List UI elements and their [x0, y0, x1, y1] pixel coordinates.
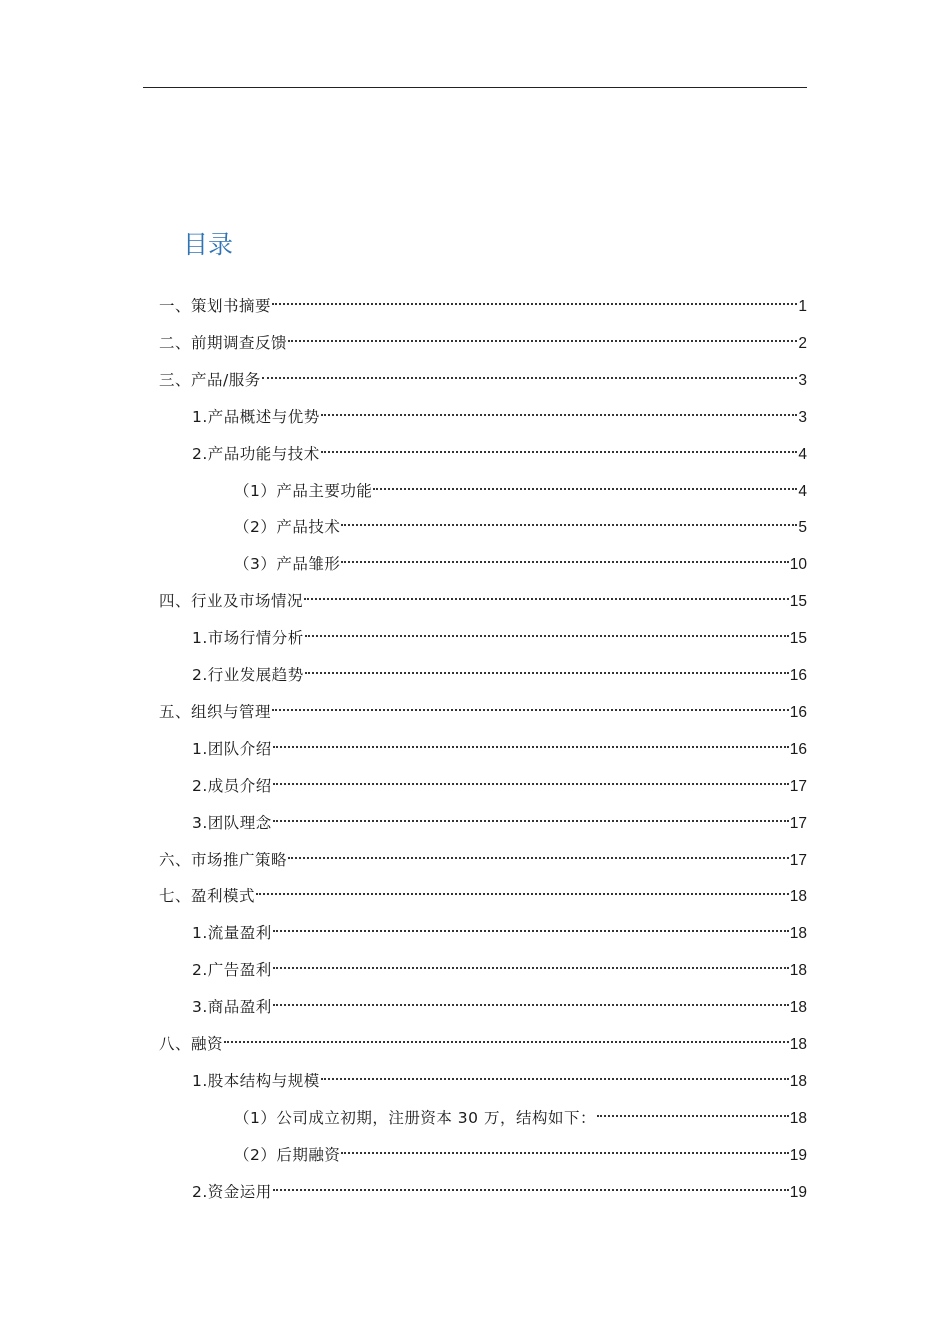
toc-dot-leader: [305, 656, 789, 680]
toc-entry-label: 2.行业发展趋势: [192, 666, 304, 684]
toc-entry[interactable]: [159, 361, 807, 389]
header-rule: [143, 87, 807, 88]
toc-entry[interactable]: [234, 1099, 807, 1127]
toc-entry[interactable]: [192, 988, 807, 1017]
toc-dot-leader: [321, 435, 798, 459]
toc-entry-label: 2.资金运用: [192, 1182, 272, 1201]
toc-entry[interactable]: [192, 730, 807, 758]
toc-entry[interactable]: [234, 1136, 807, 1164]
toc-entry[interactable]: [192, 951, 807, 980]
toc-dot-leader: [224, 1025, 789, 1049]
toc-entry-label: 六、市场推广策略: [159, 850, 288, 869]
toc-entry-label: 八、融资: [159, 1035, 224, 1053]
toc-entry-label: 2.产品功能与技术: [192, 444, 320, 463]
toc-entry-page-number: 18: [789, 925, 807, 943]
toc-entry[interactable]: [159, 693, 807, 721]
toc-dot-leader: [341, 508, 797, 532]
toc-entry-label: 四、行业及市场情况: [159, 592, 304, 611]
toc-entry-label: 3.团队理念: [192, 813, 272, 832]
toc-dot-leader: [272, 693, 789, 717]
toc-entry-page-number: 15: [789, 630, 807, 648]
toc-entry-label: 五、组织与管理: [159, 702, 272, 721]
toc-entry[interactable]: [192, 914, 807, 943]
toc-entry-label: 3.商品盈利: [192, 998, 272, 1017]
toc-dot-leader: [256, 877, 789, 901]
toc-entry-page-number: 5: [798, 519, 807, 537]
toc-entry-label: 2.广告盈利: [192, 961, 272, 980]
toc-entry[interactable]: [159, 841, 807, 869]
toc-dot-leader: [262, 361, 798, 385]
toc-dot-leader: [288, 841, 789, 865]
toc-entry[interactable]: [234, 508, 807, 537]
toc-entry[interactable]: [192, 435, 807, 463]
toc-dot-leader: [273, 767, 789, 791]
toc-entry-label: （3）产品雏形: [234, 555, 341, 574]
toc-entry[interactable]: [159, 324, 807, 352]
toc-entry-page-number: 18: [789, 962, 807, 980]
toc-entry-label: 一、策划书摘要: [159, 297, 272, 315]
toc-entry-label: 1.市场行情分析: [192, 629, 304, 648]
toc-entry-label: （1）产品主要功能: [234, 481, 373, 500]
toc-entry-page-number: 17: [789, 777, 807, 795]
toc-entry-page-number: 19: [789, 1146, 807, 1164]
toc-entry-page-number: 18: [789, 1036, 807, 1053]
toc-entry-label: 1.股本结构与规模: [192, 1071, 320, 1090]
toc-dot-leader: [321, 1062, 789, 1086]
toc-entry[interactable]: [234, 545, 807, 574]
toc-entry-page-number: 4: [798, 482, 807, 500]
toc-entry[interactable]: [192, 767, 807, 795]
toc-entry-page-number: 16: [789, 703, 807, 721]
toc-dot-leader: [273, 1173, 789, 1197]
toc-dot-leader: [288, 324, 797, 348]
toc-entry-page-number: 17: [789, 814, 807, 832]
toc-entry-page-number: 15: [789, 593, 807, 611]
toc-entry[interactable]: [192, 619, 807, 648]
toc-entry[interactable]: [159, 877, 807, 906]
toc-entry[interactable]: [192, 398, 807, 426]
toc-entry-label: 三、产品/服务: [159, 370, 261, 389]
toc-dot-leader: [273, 730, 789, 754]
toc-entry-label: （2）后期融资: [234, 1145, 341, 1164]
toc-entry-page-number: 3: [798, 408, 807, 426]
toc-dot-leader: [341, 1136, 788, 1160]
toc-dot-leader: [273, 951, 789, 975]
toc-entry-page-number: 3: [798, 371, 807, 389]
toc-entry[interactable]: [159, 287, 807, 315]
toc-entry-label: 1.产品概述与优势: [192, 407, 320, 426]
toc-dot-leader: [597, 1099, 789, 1123]
toc-entry[interactable]: [192, 1173, 807, 1201]
toc-dot-leader: [305, 619, 789, 643]
toc-entry-page-number: 10: [789, 556, 807, 574]
toc-entry-page-number: 2: [798, 334, 807, 352]
toc-dot-leader: [321, 398, 798, 422]
toc-entry[interactable]: [192, 656, 807, 684]
toc-dot-leader: [272, 287, 797, 311]
toc-entry-page-number: 18: [789, 1109, 807, 1127]
toc-dot-leader: [304, 582, 789, 606]
toc-entry-label: 1.团队介绍: [192, 739, 272, 758]
toc-entry-page-number: 16: [789, 667, 807, 684]
toc-entry-page-number: 4: [798, 445, 807, 463]
toc-dot-leader: [273, 804, 789, 828]
toc-title: 目录: [183, 229, 234, 259]
toc-entry-page-number: 19: [789, 1183, 807, 1201]
toc-dot-leader: [273, 988, 789, 1012]
toc-entry[interactable]: [159, 1025, 807, 1053]
toc-entry-page-number: 18: [789, 999, 807, 1017]
toc-dot-leader: [273, 914, 789, 938]
toc-entry[interactable]: [159, 582, 807, 611]
toc-entry-page-number: 18: [789, 888, 807, 906]
toc-entry[interactable]: [192, 804, 807, 832]
toc-entry-label: 二、前期调查反馈: [159, 333, 288, 352]
toc-entry[interactable]: [234, 472, 807, 500]
toc-entry-label: 1.流量盈利: [192, 924, 272, 943]
toc-entry[interactable]: [192, 1062, 807, 1090]
toc-entry-page-number: 17: [789, 851, 807, 869]
toc-entry-page-number: 16: [789, 740, 807, 758]
toc-entry-label: （1）公司成立初期，注册资本 30 万，结构如下：: [234, 1108, 596, 1127]
toc-dot-leader: [341, 545, 788, 569]
toc-entry-label: 2.成员介绍: [192, 776, 272, 795]
toc-entry-page-number: 1: [798, 298, 807, 315]
toc-entry-label: 七、盈利模式: [159, 887, 256, 906]
toc-entry-page-number: 18: [789, 1072, 807, 1090]
toc-dot-leader: [373, 472, 797, 496]
toc-entry-label: （2）产品技术: [234, 518, 341, 537]
